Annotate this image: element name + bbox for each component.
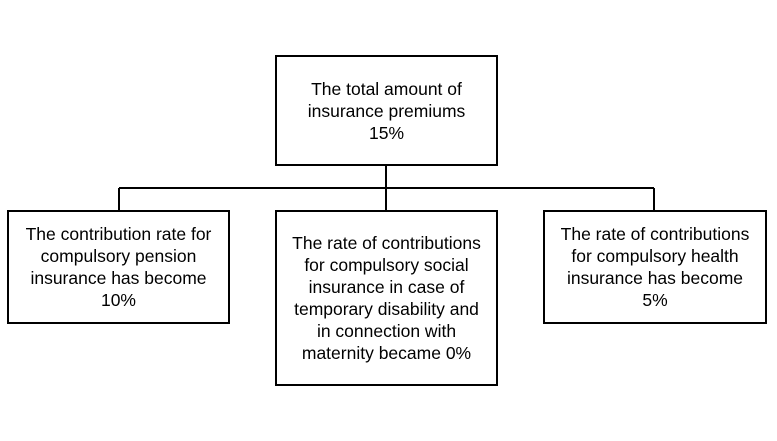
root-box-total-premiums: [275, 55, 498, 166]
child-box-text-health: The rate of contributions for compulsory health insurance has become 5%: [560, 224, 750, 310]
child-box-text-social: The rate of contributions for compulsory social insurance in case of temporary disability and in connection with maternity became 0%: [292, 233, 481, 363]
child-box-health-insurance: [543, 210, 767, 324]
root-box-text: The total amount of insurance premiums 15%: [307, 78, 466, 143]
child-box-social-insurance: [275, 210, 498, 386]
child-box-text-pension: The contribution rate for compulsory pension insurance has become 10%: [25, 224, 212, 310]
child-box-pension-insurance: [7, 210, 230, 324]
